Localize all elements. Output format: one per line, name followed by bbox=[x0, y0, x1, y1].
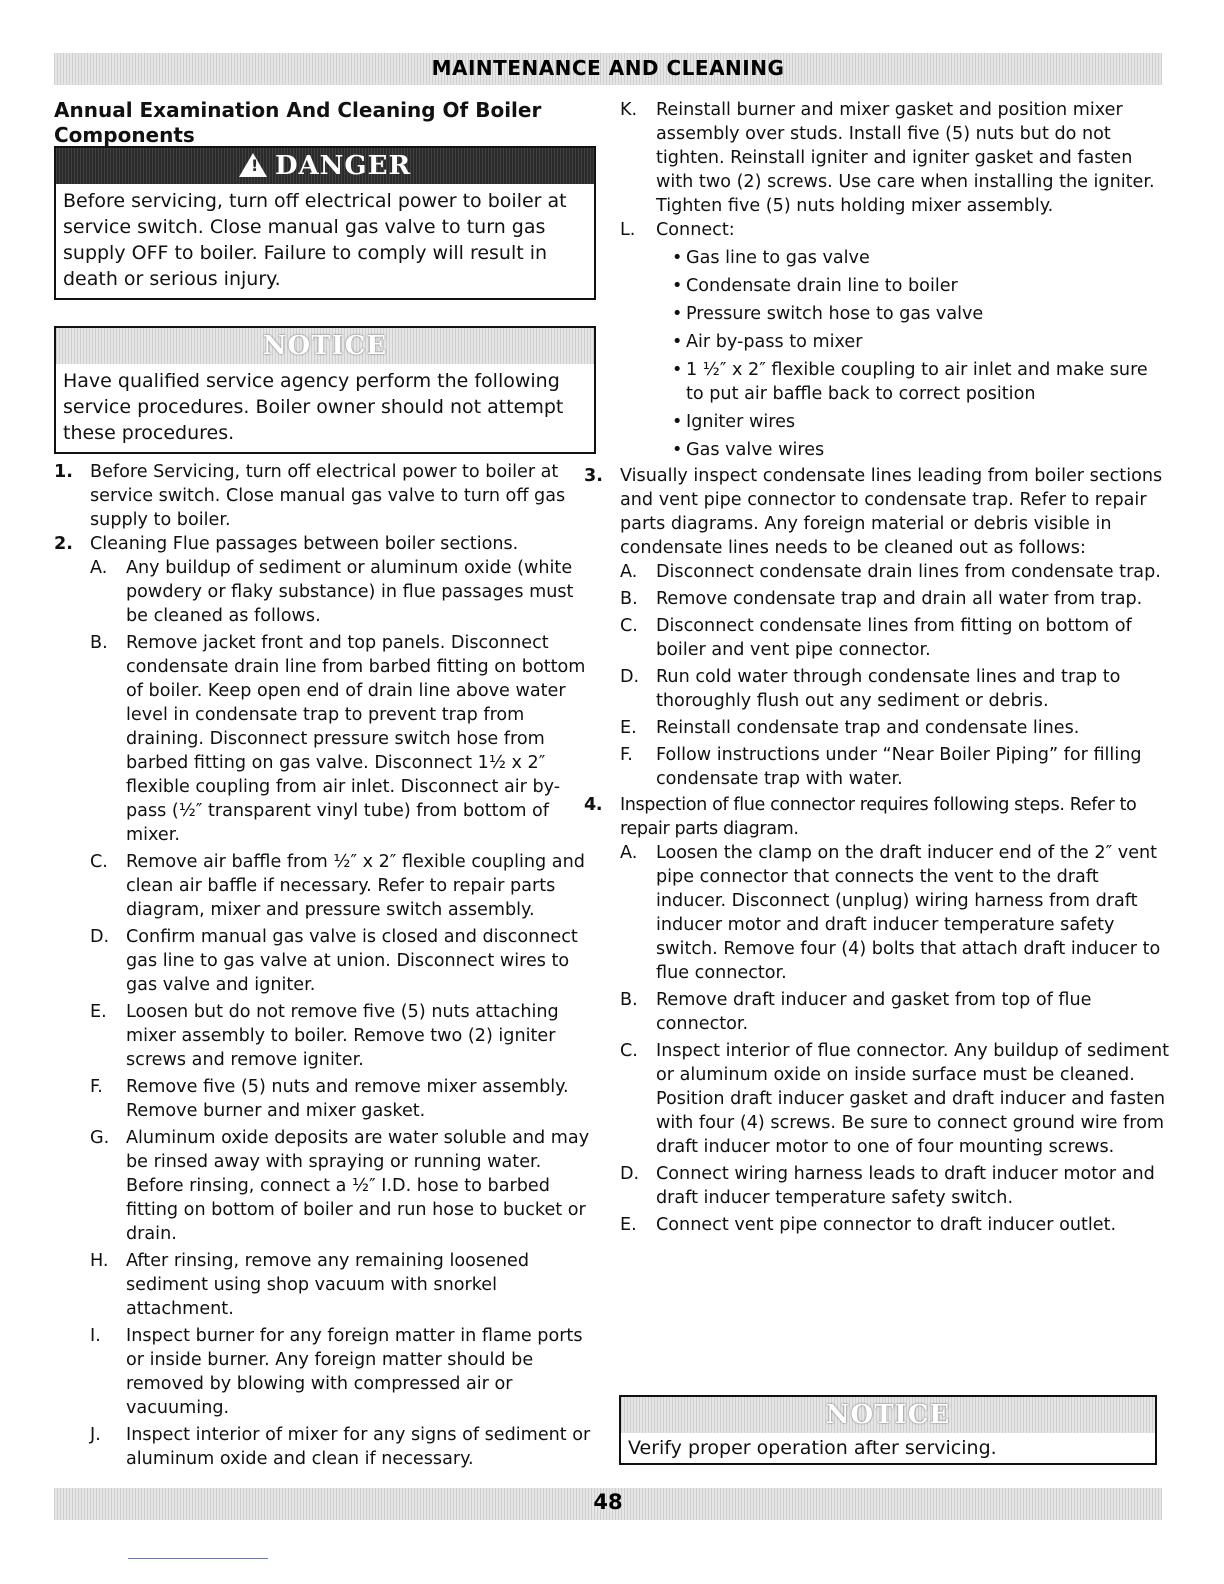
substep-letter: D. bbox=[90, 927, 110, 947]
bullet-dot-icon: • bbox=[672, 332, 683, 352]
notice-label: NOTICE bbox=[262, 331, 388, 361]
section-title: Annual Examination And Cleaning Of Boiler Components bbox=[54, 98, 542, 147]
connect-bullet-list bbox=[620, 246, 1170, 462]
substep-text: Inspect interior of flue connector. Any buildup of sediment or aluminum oxide on inside surface must be cleaned. Position draft inducer gasket and draft inducer and fasten with four (4) screws. Be sure to connect ground wire from draft inducer motor to one of four mounting screws. bbox=[656, 1041, 1170, 1157]
bullet-item bbox=[672, 330, 1170, 354]
warning-triangle-icon: ! bbox=[239, 153, 267, 177]
substep-item bbox=[620, 1162, 1170, 1210]
step-item bbox=[584, 464, 1170, 560]
substep-text: Reinstall condensate trap and condensate lines. bbox=[656, 718, 1080, 738]
notice-box bbox=[54, 326, 596, 454]
step-item bbox=[584, 793, 1170, 841]
substep-letter: D. bbox=[620, 1164, 640, 1184]
bullet-dot-icon: • bbox=[672, 304, 683, 324]
substep-text: Loosen but do not remove five (5) nuts attaching mixer assembly to boiler. Remove two (2) igniter screws and remove igniter. bbox=[126, 1002, 559, 1070]
substep-letter: C. bbox=[90, 852, 108, 872]
substep-item bbox=[620, 98, 1170, 218]
bullet-item bbox=[672, 274, 1170, 298]
footer-divider bbox=[128, 1558, 268, 1559]
bullet-item bbox=[672, 302, 1170, 326]
header-bar bbox=[54, 53, 1162, 85]
notice-text: Have qualified service agency perform the following service procedures. Boiler owner should not attempt these procedures. bbox=[63, 370, 564, 444]
danger-label: DANGER bbox=[274, 151, 412, 181]
bullet-text: Air by-pass to mixer bbox=[686, 332, 863, 352]
procedure-list-left bbox=[54, 460, 596, 1471]
bullet-text: Gas line to gas valve bbox=[686, 248, 870, 268]
substep-item bbox=[54, 1075, 596, 1123]
substep-letter: B. bbox=[90, 633, 108, 653]
bullet-item bbox=[672, 246, 1170, 270]
bullet-dot-icon: • bbox=[672, 412, 683, 432]
substep-text: After rinsing, remove any remaining loosened sediment using shop vacuum with snorkel attachment. bbox=[126, 1251, 529, 1319]
page-header-title: MAINTENANCE AND CLEANING bbox=[431, 56, 785, 80]
substep-letter: D. bbox=[620, 667, 640, 687]
substep-item bbox=[620, 560, 1170, 584]
substep-letter: C. bbox=[620, 616, 638, 636]
notice-header bbox=[56, 328, 594, 364]
substep-letter: A. bbox=[620, 562, 638, 582]
bullet-dot-icon: • bbox=[672, 440, 683, 460]
notice-header bbox=[621, 1397, 1155, 1433]
substep-letter: K. bbox=[620, 100, 638, 120]
substep-item bbox=[54, 1423, 596, 1471]
substep-text: Disconnect condensate drain lines from condensate trap. bbox=[656, 562, 1161, 582]
substep-letter: E. bbox=[620, 718, 637, 738]
step-text: Inspection of flue connector requires following steps. Refer to repair parts diagram. bbox=[620, 795, 1137, 839]
step-text: Cleaning Flue passages between boiler sections. bbox=[90, 534, 519, 554]
substep-letter: J. bbox=[90, 1425, 101, 1445]
substep-item bbox=[620, 716, 1170, 740]
substep-item bbox=[620, 743, 1170, 791]
step-text: Before Servicing, turn off electrical power to boiler at service switch. Close manual gas valve to turn off gas supply to boiler. bbox=[90, 462, 566, 530]
substep-item bbox=[620, 587, 1170, 611]
substep-text: Remove condensate trap and drain all water from trap. bbox=[656, 589, 1143, 609]
bullet-text: Gas valve wires bbox=[686, 440, 825, 460]
substep-text: Confirm manual gas valve is closed and disconnect gas line to gas valve at union. Disconnect wires to gas valve and igniter. bbox=[126, 927, 578, 995]
danger-header bbox=[56, 148, 594, 184]
substep-item bbox=[54, 925, 596, 997]
substep-item bbox=[54, 1249, 596, 1321]
substep-item bbox=[54, 631, 596, 847]
bullet-text: 1 ½″ x 2″ flexible coupling to air inlet and make sure to put air baffle back to correct position bbox=[686, 360, 1148, 404]
substep-item bbox=[54, 1126, 596, 1246]
substep-item bbox=[54, 556, 596, 628]
substep-letter: G. bbox=[90, 1128, 110, 1148]
substep-letter: E. bbox=[90, 1002, 107, 1022]
bullet-item bbox=[672, 410, 1170, 434]
substep-text: Loosen the clamp on the draft inducer end of the 2″ vent pipe connector that connects the vent to the draft inducer. Disconnect (unplug) wiring harness from draft inducer motor and draft inducer temperature safety switch. Remove four (4) bolts that attach draft inducer to flue connector. bbox=[656, 843, 1161, 983]
substep-letter: F. bbox=[90, 1077, 103, 1097]
substep-text: Remove jacket front and top panels. Disconnect condensate drain line from barbed fitting on bottom of boiler. Keep open end of drain line above water level in condensate trap to prevent trap from draining. Disconnect pressure switch hose from barbed fitting on gas valve. Disconnect 1½ x 2″ flexible coupling from air inlet. Disconnect air by-pass (½″ transparent vinyl tube) from bottom of mixer. bbox=[126, 633, 586, 845]
substep-letter: L. bbox=[620, 220, 636, 240]
substep-text: Inspect burner for any foreign matter in flame ports or inside burner. Any foreign matter should be removed by blowing with compressed air or vacuuming. bbox=[126, 1326, 583, 1418]
substep-text: Run cold water through condensate lines and trap to thoroughly flush out any sediment or debris. bbox=[656, 667, 1121, 711]
step-number: 3. bbox=[584, 466, 603, 486]
substep-item bbox=[620, 1039, 1170, 1159]
danger-box bbox=[54, 146, 596, 300]
bullet-dot-icon: • bbox=[672, 276, 683, 296]
notice-box-bottom bbox=[619, 1395, 1157, 1465]
substep-text: Aluminum oxide deposits are water soluble and may be rinsed away with spraying or running water. Before rinsing, connect a ½″ I.D. hose to barbed fitting on bottom of boiler and run hose to bucket or drain. bbox=[126, 1128, 590, 1244]
substep-letter: H. bbox=[90, 1251, 109, 1271]
substep-text: Any buildup of sediment or aluminum oxide (white powdery or flaky substance) in flue passages must be cleaned as follows. bbox=[126, 558, 574, 626]
substep-text: Remove five (5) nuts and remove mixer assembly. Remove burner and mixer gasket. bbox=[126, 1077, 569, 1121]
step-number: 4. bbox=[584, 795, 603, 815]
step-text: Visually inspect condensate lines leading from boiler sections and vent pipe connector to condensate trap. Refer to repair parts diagrams. Any foreign material or debris visible in condensate lines needs to be cleaned out as follows: bbox=[620, 466, 1163, 558]
step-number: 2. bbox=[54, 534, 73, 554]
bullet-text: Condensate drain line to boiler bbox=[686, 276, 958, 296]
substep-item bbox=[54, 850, 596, 922]
left-column bbox=[54, 98, 596, 1471]
step-item bbox=[54, 532, 596, 556]
bullet-text: Pressure switch hose to gas valve bbox=[686, 304, 984, 324]
footer-bar bbox=[54, 1488, 1162, 1520]
substep-letter: B. bbox=[620, 990, 638, 1010]
substep-letter: A. bbox=[90, 558, 108, 578]
substep-letter: E. bbox=[620, 1215, 637, 1235]
step-number: 1. bbox=[54, 462, 73, 482]
substep-item bbox=[54, 1000, 596, 1072]
substep-letter: C. bbox=[620, 1041, 638, 1061]
substep-item bbox=[620, 218, 1170, 242]
substep-item bbox=[54, 1324, 596, 1420]
substep-item bbox=[620, 665, 1170, 713]
substep-text: Inspect interior of mixer for any signs of sediment or aluminum oxide and clean if necessary. bbox=[126, 1425, 591, 1469]
substep-text: Connect wiring harness leads to draft inducer motor and draft inducer temperature safety switch. bbox=[656, 1164, 1155, 1208]
substep-letter: A. bbox=[620, 843, 638, 863]
right-column bbox=[584, 98, 1170, 1237]
substep-text: Disconnect condensate lines from fitting on bottom of boiler and vent pipe connector. bbox=[656, 616, 1132, 660]
substep-text: Follow instructions under “Near Boiler Piping” for filling condensate trap with water. bbox=[656, 745, 1142, 789]
substep-text: Connect vent pipe connector to draft inducer outlet. bbox=[656, 1215, 1117, 1235]
page-number: 48 bbox=[593, 1490, 623, 1514]
substep-item bbox=[620, 988, 1170, 1036]
bullet-dot-icon: • bbox=[672, 360, 683, 380]
substep-letter: F. bbox=[620, 745, 633, 765]
substep-item bbox=[620, 614, 1170, 662]
substep-item bbox=[620, 1213, 1170, 1237]
substep-text: Connect: bbox=[656, 220, 735, 240]
step-item bbox=[54, 460, 596, 532]
notice-label: NOTICE bbox=[825, 1400, 951, 1430]
substep-letter: I. bbox=[90, 1326, 101, 1346]
substep-item bbox=[620, 841, 1170, 985]
substep-text: Remove air baffle from ½″ x 2″ flexible coupling and clean air baffle if necessary. Refer to repair parts diagram, mixer and pressure switch assembly. bbox=[126, 852, 585, 920]
bullet-text: Igniter wires bbox=[686, 412, 796, 432]
substep-text: Reinstall burner and mixer gasket and position mixer assembly over studs. Install five (5) nuts but do not tighten. Reinstall igniter and igniter gasket and fasten with two (2) screws. Use care when installing the igniter. Tighten five (5) nuts holding mixer assembly. bbox=[656, 100, 1155, 216]
danger-text: Before servicing, turn off electrical power to boiler at service switch. Close manual gas valve to turn gas supply OFF to boiler. Failure to comply will result in death or serious injury. bbox=[63, 190, 567, 290]
notice-text: Verify proper operation after servicing. bbox=[628, 1437, 997, 1459]
bullet-dot-icon: • bbox=[672, 248, 683, 268]
substep-letter: B. bbox=[620, 589, 638, 609]
substep-text: Remove draft inducer and gasket from top of flue connector. bbox=[656, 990, 1092, 1034]
bullet-item bbox=[672, 438, 1170, 462]
bullet-item bbox=[672, 358, 1170, 406]
